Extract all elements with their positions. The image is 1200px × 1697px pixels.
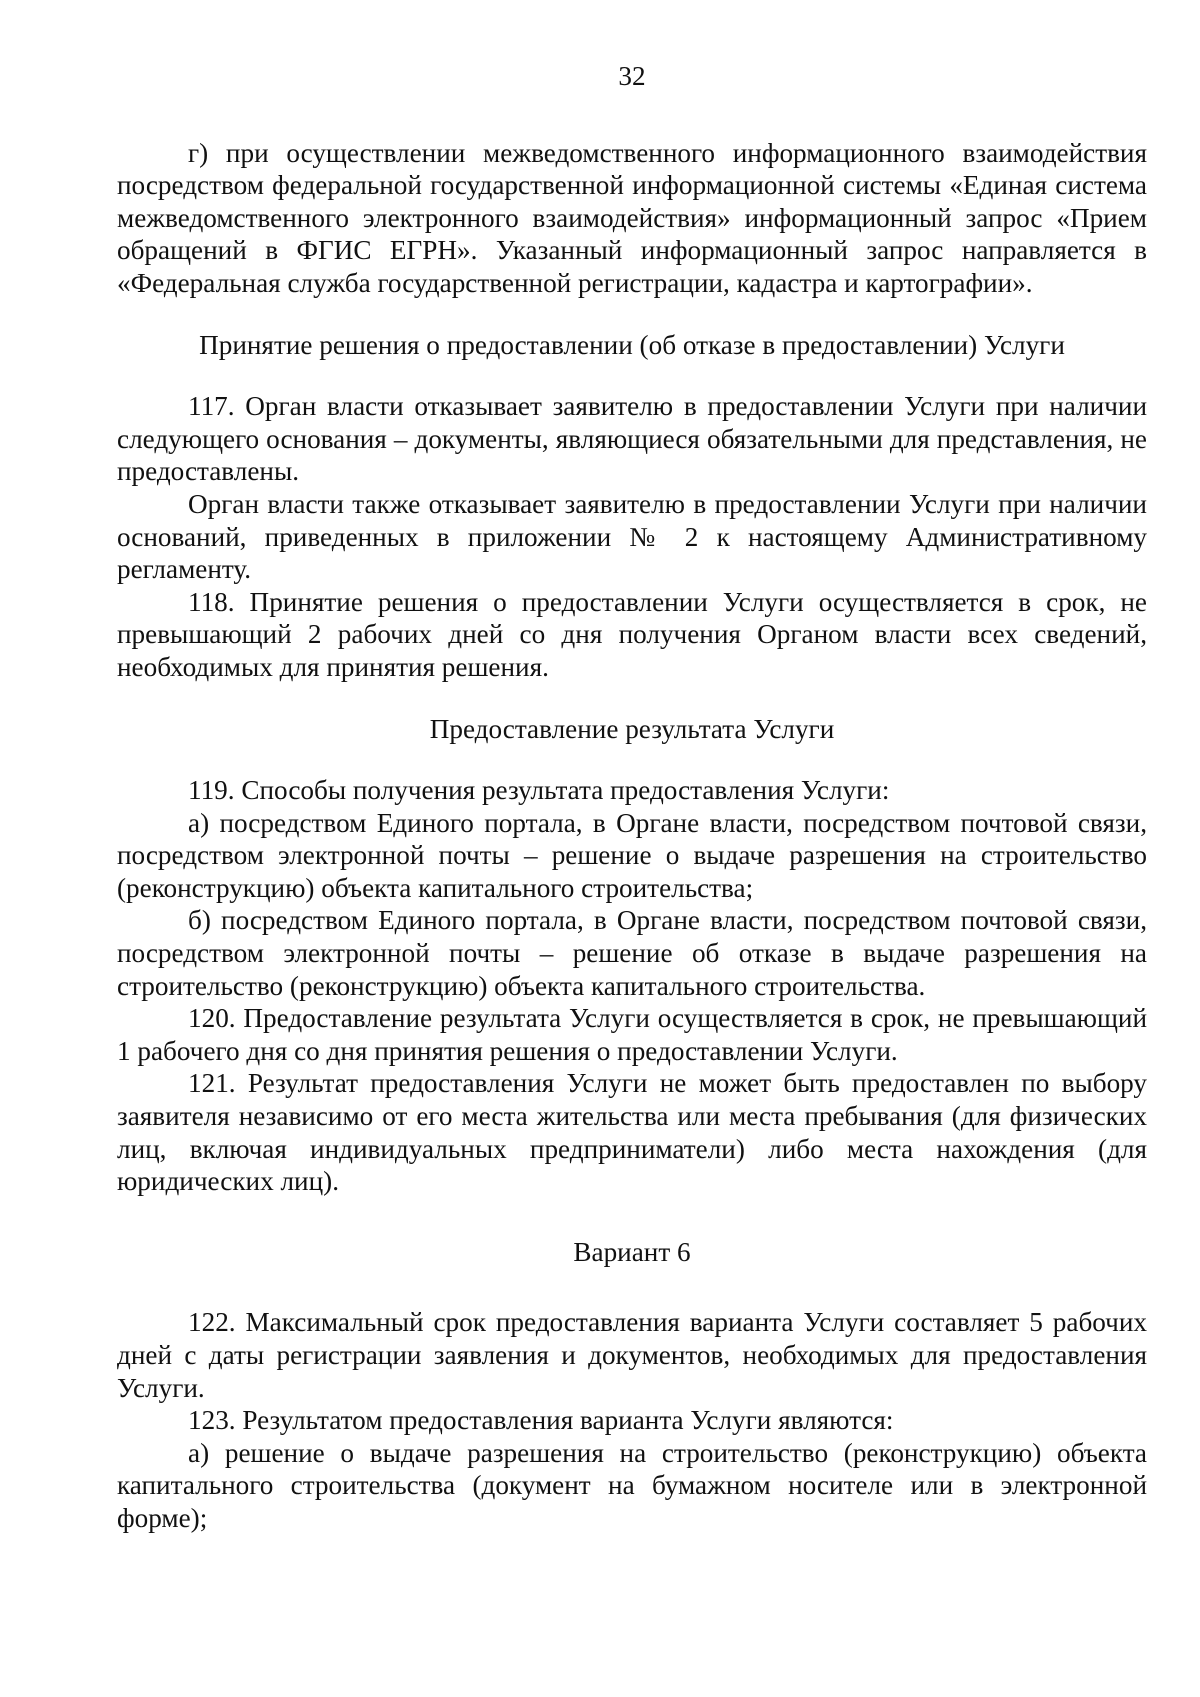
paragraph-117: 117. Орган власти отказывает заявителю в предоставлении Услуги при наличии следующего основания – документы, являющиеся обязательными для представления, не предоставлены. <box>117 391 1147 487</box>
paragraph-123: 123. Результатом предоставления варианта Услуги являются: <box>188 1405 894 1436</box>
paragraph-119-a: а) посредством Единого портала, в Органе власти, посредством почтовой связи, посредством электронной почты – решение о выдаче разрешения на строительство (реконструкцию) объекта капитального строительства; <box>117 807 1147 903</box>
paragraph-118: 118. Принятие решения о предоставлении Услуги осуществляется в срок, не превышающий 2 рабочих дней со дня получения Органом власти всех сведений, необходимых для принятия решения. <box>117 586 1147 682</box>
variant-heading: Вариант 6 <box>573 1236 691 1267</box>
document-page <box>117 60 1147 1535</box>
section-heading-result: Предоставление результата Услуги <box>429 713 835 744</box>
paragraph-119-b: б) посредством Единого портала, в Органе власти, посредством почтовой связи, посредством электронной почты – решение об отказе в выдаче разрешения на строительство (реконструкцию) объекта капитального строительства. <box>117 905 1147 1001</box>
page-number: 32 <box>618 61 646 91</box>
paragraph-122: 122. Максимальный срок предоставления варианта Услуги составляет 5 рабочих дней с даты регистрации заявления и документов, необходимых для предоставления Услуги. <box>117 1307 1147 1403</box>
paragraph-121: 121. Результат предоставления Услуги не может быть предоставлен по выбору заявителя независимо от его места жительства или места пребывания (для физических лиц, включая индивидуальных предприниматели) либо места нахождения (для юридических лиц). <box>117 1068 1147 1197</box>
paragraph-117-continued: Орган власти также отказывает заявителю в предоставлении Услуги при наличии оснований, приведенных в приложении № 2 к настоящему Административному регламенту. <box>117 488 1147 585</box>
section-heading-decision: Принятие решения о предоставлении (об отказе в предоставлении) Услуги <box>199 329 1065 360</box>
paragraph-120: 120. Предоставление результата Услуги осуществляется в срок, не превышающий 1 рабочего дня со дня принятия решения о предоставлении Услуги. <box>117 1003 1147 1066</box>
paragraph-g: г) при осуществлении межведомственного информационного взаимодействия посредством федеральной государственной информационной системы «Единая система межведомственного электронного взаимодействия» информационный запрос «Прием обращений в ФГИС ЕГРН». Указанный информационный запрос направляется в «Федеральная служба государственной регистрации, кадастра и картографии». <box>117 137 1147 298</box>
paragraph-119: 119. Способы получения результата предоставления Услуги: <box>188 775 890 806</box>
paragraph-123-a: а) решение о выдаче разрешения на строительство (реконструкцию) объекта капитального строительства (документ на бумажном носителе или в электронной форме); <box>117 1437 1147 1533</box>
